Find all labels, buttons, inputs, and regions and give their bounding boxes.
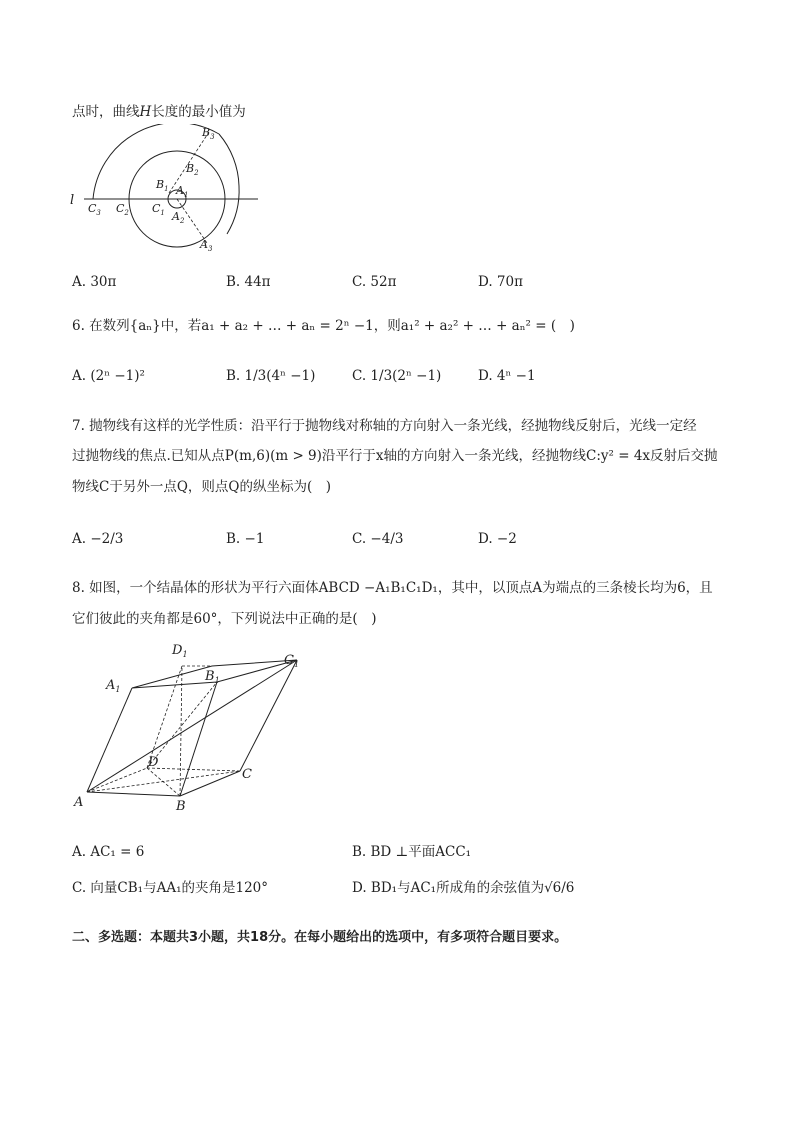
q8-line1: 8. 如图，一个结晶体的形状为平行六面体ABCD −A₁B₁C₁D₁，其中，以顶点A为端点的三条棱长均为6，且 [72, 580, 713, 596]
q7-option-a[interactable]: A. −2/3 [72, 531, 124, 547]
q8-option-c[interactable]: C. 向量CB₁与AA₁的夹角是120° [72, 880, 269, 896]
q6-stem: 6. 在数列{aₙ}中，若a₁ + a₂ + … + aₙ = 2ⁿ −1，则a₁² + a₂² + … + aₙ² = ( ) [72, 318, 575, 334]
q5-option-a[interactable]: A. 30π [72, 274, 117, 290]
label-d1: $D_1$ [172, 643, 188, 659]
q6-option-d[interactable]: D. 4ⁿ −1 [478, 368, 536, 384]
q6-option-b[interactable]: B. 1/3(4ⁿ −1) [226, 368, 316, 384]
q8-option-a[interactable]: A. AC₁ = 6 [72, 844, 145, 860]
label-c3: $C_3$ [88, 202, 101, 217]
label-c2: $C_2$ [116, 202, 129, 217]
q5-option-c[interactable]: C. 52π [352, 274, 397, 290]
q5-text-a: 点时，曲线 [72, 104, 140, 120]
label-d: D [148, 755, 159, 770]
q7-line2: 过抛物线的焦点.已知从点P(m,6)(m > 9)沿平行于x轴的方向射入一条光线，经抛物线C:y² = 4x反射后交抛 [72, 448, 718, 464]
label-a3: $A_3$ [200, 238, 213, 253]
q8-figure [72, 640, 312, 810]
label-b1: $B_1$ [156, 178, 169, 193]
q8-line2: 它们彼此的夹角都是60°，下列说法中正确的是( ) [72, 611, 377, 627]
label-a1: $A_1$ [106, 678, 121, 694]
label-a1: $A_1$ [176, 184, 189, 199]
q6-option-c[interactable]: C. 1/3(2ⁿ −1) [352, 368, 442, 384]
label-c1: $C_1$ [152, 202, 165, 217]
q8-option-b[interactable]: B. BD ⊥平面ACC₁ [352, 844, 472, 860]
q6-option-a[interactable]: A. (2ⁿ −1)² [72, 368, 145, 384]
label-b: B [176, 799, 186, 810]
label-b3: $B_3$ [202, 126, 215, 141]
label-b2: $B_2$ [186, 162, 199, 177]
q7-option-b[interactable]: B. −1 [226, 531, 265, 547]
label-l: l [70, 193, 75, 208]
q8-option-d[interactable]: D. BD₁与AC₁所成角的余弦值为√6/6 [352, 880, 575, 896]
q5-option-b[interactable]: B. 44π [226, 274, 271, 290]
label-c1: $C_1$ [284, 653, 300, 669]
q7-line3: 物线C于另外一点Q，则点Q的纵坐标为( ) [72, 479, 331, 495]
q5-text-b: 长度的最小值为 [151, 104, 246, 120]
q5-text [72, 103, 246, 121]
q7-line1: 7. 抛物线有这样的光学性质：沿平行于抛物线对称轴的方向射入一条光线，经抛物线反射后，光线一定经 [72, 418, 697, 434]
q5-option-d[interactable]: D. 70π [478, 274, 523, 290]
label-b1: $B_1$ [205, 669, 220, 685]
label-a: A [74, 795, 84, 810]
q7-option-d[interactable]: D. −2 [478, 531, 517, 547]
q5-text-h: H [139, 104, 152, 120]
q5-figure [64, 124, 284, 254]
label-c: C [242, 767, 252, 782]
section-2-heading: 二、多选题：本题共3小题，共18分。在每小题给出的选项中，有多项符合题目要求。 [72, 930, 568, 945]
label-a2: $A_2$ [172, 210, 185, 225]
q7-option-c[interactable]: C. −4/3 [352, 531, 404, 547]
